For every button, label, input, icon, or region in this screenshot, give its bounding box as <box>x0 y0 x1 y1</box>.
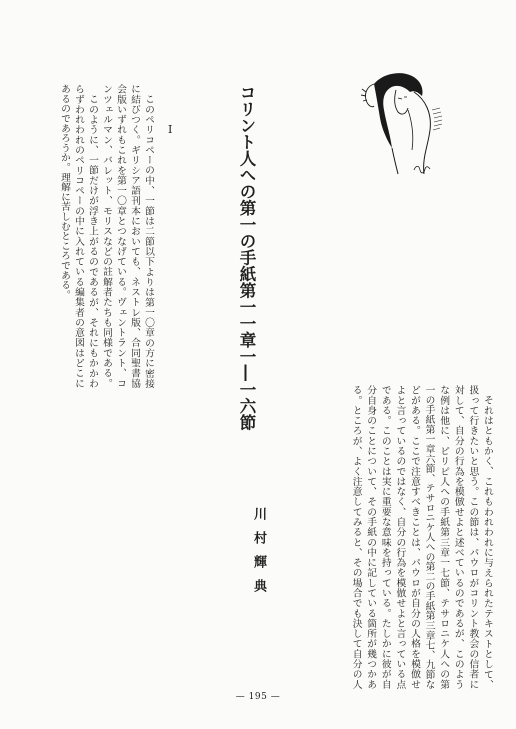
text-column: あるのであろうか。理解に苦しむところである。 <box>59 84 70 300</box>
text-column: る。ところが、よく注意してみると、その場合でも決して自分の人 <box>350 385 362 689</box>
hand-outline <box>361 84 374 107</box>
text-column: どがある。ここで注意すべきことは、パウロが自分の人格を模倣せ <box>408 385 420 689</box>
text-column: このペリコペーの中、一節は二節以下よりは第一〇章の方に密接 <box>143 93 154 388</box>
hatching <box>432 108 442 130</box>
text-column: よと言っているのではなく、自分の行為を模倣せよと言っている点 <box>394 385 406 689</box>
text-column: それはともかく、これもわれわれに与えられたテキストとして、 <box>481 394 493 689</box>
text-column: 扱って行きたいと思う。この節は、パウロがコリント教会の信者に <box>467 385 479 689</box>
article-title: コリント人への第一の手紙第一一章一―一六節 <box>237 84 256 431</box>
inner-line <box>408 110 413 150</box>
section-heading: I <box>168 123 173 136</box>
text-column: 会版いずれもこれを第一〇章とつなげている。ヴェントラント、コ <box>115 84 126 388</box>
body-outline-right <box>414 92 430 174</box>
author-name: 川村輝典 <box>251 507 266 603</box>
text-column: 分自身のことについて、その手紙の中に記している箇所が幾つかあ <box>365 385 377 689</box>
body-lower-tier <box>348 385 494 689</box>
body-outline-left <box>392 148 398 174</box>
text-column: な例は他に、ピリピ人への手紙第三章一七節、テサロニケ人への第 <box>438 385 450 689</box>
text-column: ンツェルマン、バレット、モリスなどの註解者たちも同様である。 <box>101 84 112 388</box>
text-column: 対して、自分の行為を模倣せよと述べているのであるが、このよう <box>452 385 464 689</box>
body-upper-tier <box>57 84 155 388</box>
text-column: 一の手紙第一章六節、テサロニケ人への第二の手紙第三章七、九節な <box>423 385 435 689</box>
text-column: である。このことは実に重要な意味を持っている。たしかに彼が自 <box>379 385 391 689</box>
eye-lines <box>398 97 407 99</box>
signature-mark <box>414 166 430 173</box>
text-column: に結びつく。ギリシア語刊本においても、ネストレ版、合同聖書協 <box>129 84 140 388</box>
face-outline <box>395 90 408 114</box>
woman-portrait-illustration-icon <box>352 70 447 180</box>
text-column: らずわれわれのペリコペーの中に入れている編集者の意図はどこに <box>73 84 84 388</box>
page-number: — 195 — <box>235 692 281 702</box>
text-column: このように、一節だけが浮き上がるのであるが、それにもかかわ <box>87 93 98 388</box>
hair-shape <box>374 73 423 148</box>
